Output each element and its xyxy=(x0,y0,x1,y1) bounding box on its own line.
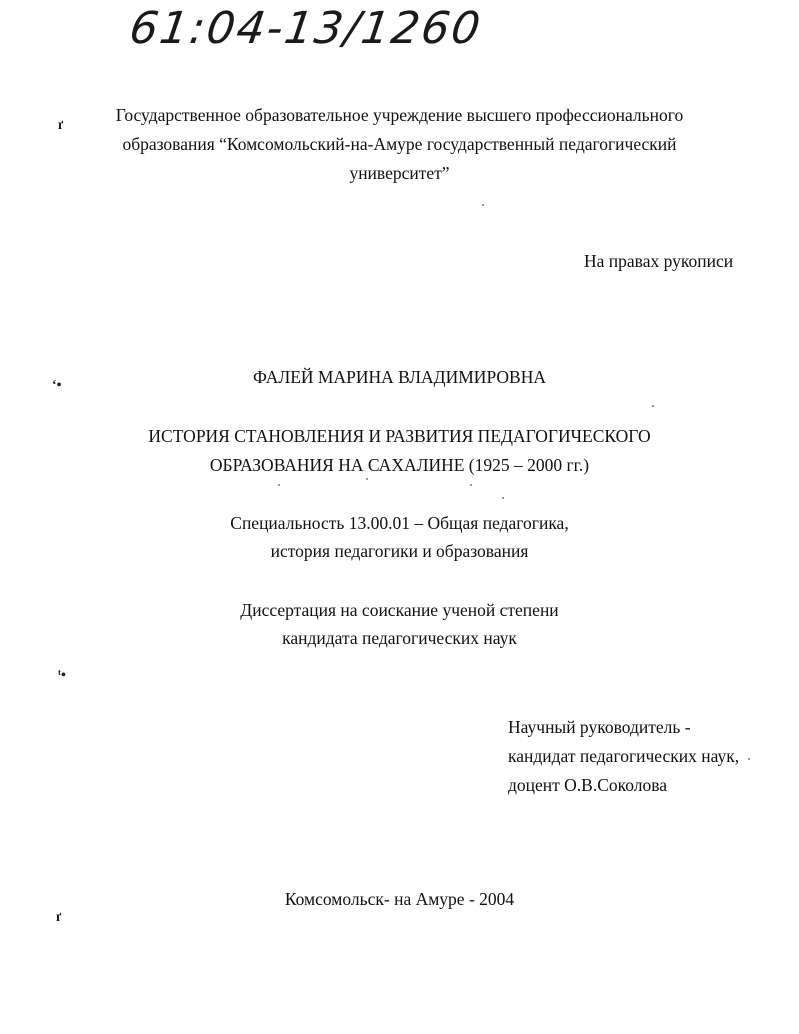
scan-speck xyxy=(482,204,484,206)
specialty-line-1: Специальность 13.00.01 – Общая педагогика, xyxy=(230,513,569,533)
scan-mark: ґ xyxy=(56,910,62,925)
scan-mark: ʻ• xyxy=(52,378,62,393)
scan-speck xyxy=(278,484,280,486)
institution-line-1: Государственное образовательное учреждение высшего профессионального xyxy=(115,105,684,125)
dissertation-line-1: Диссертация на соискание ученой степени xyxy=(240,600,559,620)
supervisor-line-3: доцент О.В.Соколова xyxy=(508,775,668,795)
archive-code-handwritten: 61:04-13/1260 xyxy=(126,3,486,54)
footer-city-year: Комсомольск- на Амуре - 2004 xyxy=(284,889,515,909)
scan-speck xyxy=(470,484,472,486)
author-name: ФАЛЕЙ МАРИНА ВЛАДИМИРОВНА xyxy=(253,367,546,387)
manuscript-note: На правах рукописи xyxy=(584,251,734,271)
scan-mark: ґ xyxy=(58,118,64,133)
supervisor-line-2: кандидат педагогических наук, xyxy=(508,746,740,766)
institution-line-2: образования “Комсомольский-на-Амуре государственный педагогический xyxy=(122,134,677,154)
scan-speck xyxy=(366,478,368,480)
specialty-line-2: история педагогики и образования xyxy=(270,541,529,561)
scan-speck xyxy=(502,497,504,499)
thesis-title-line-2: ОБРАЗОВАНИЯ НА САХАЛИНЕ (1925 – 2000 гг.) xyxy=(209,455,590,475)
thesis-title-line-1: ИСТОРИЯ СТАНОВЛЕНИЯ И РАЗВИТИЯ ПЕДАГОГИЧЕСКОГО xyxy=(148,426,651,446)
dissertation-line-2: кандидата педагогических наук xyxy=(282,628,517,648)
institution-line-3: университет” xyxy=(349,163,450,183)
scan-speck xyxy=(748,758,750,760)
scan-mark: ᵗ• xyxy=(58,668,66,683)
scan-speck xyxy=(652,405,654,407)
supervisor-line-1: Научный руководитель - xyxy=(508,717,691,737)
